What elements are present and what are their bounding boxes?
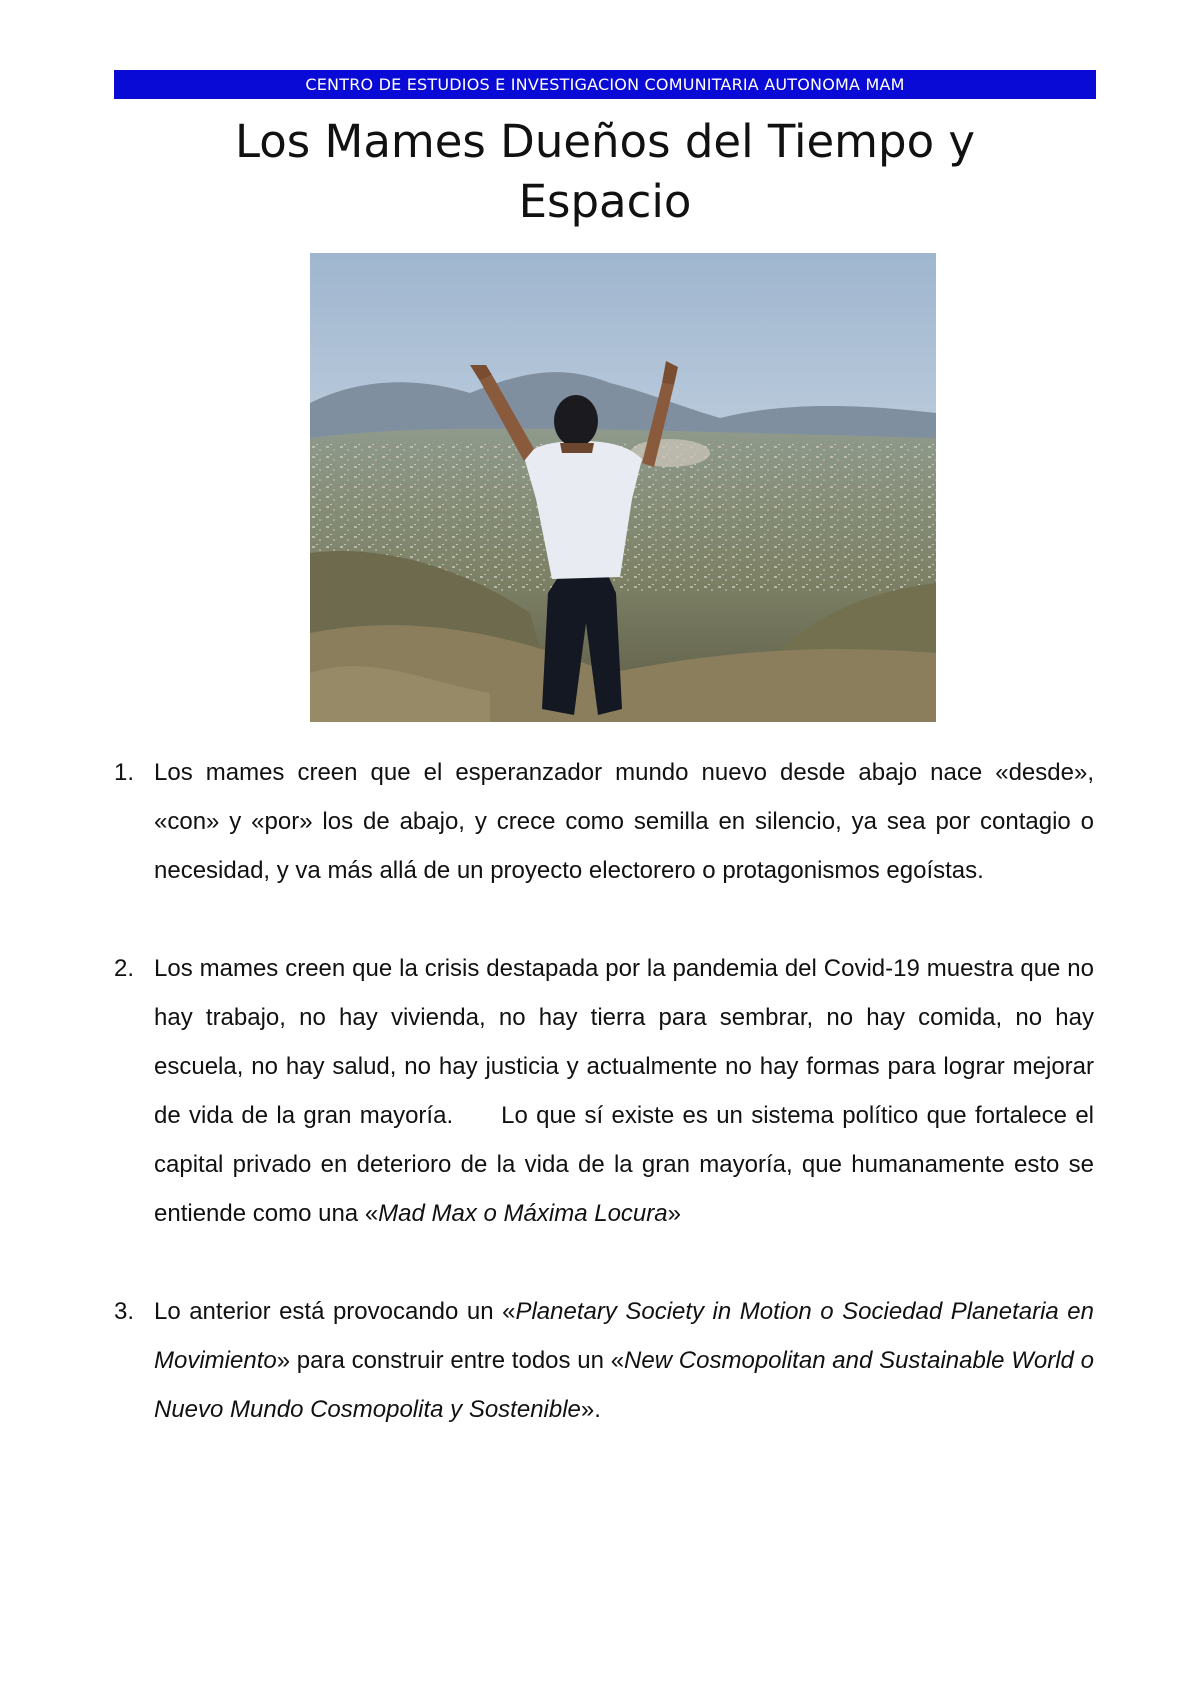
title-line-2: Espacio (518, 175, 692, 228)
statement-list (114, 748, 1094, 1434)
list-item-text: Los mames creen que la crisis destapada por la pandemia del Covid-19 muestra que no hay trabajo, no hay vivienda, no hay tierra para sembrar, no hay comida, no hay escuela, no hay salud, no hay justicia y actualmente no hay formas para lograr mejorar de vida de la gran mayoría. (154, 955, 1094, 1129)
mountain-landscape-person-arms-raised-icon (310, 253, 936, 722)
list-item-number: 1. (114, 759, 135, 786)
list-item-italic: New Cosmopolitan and Sustainable World o Nuevo Mundo Cosmopolita y Sostenible (154, 1347, 1094, 1423)
title-line-1: Los Mames Dueños del Tiempo y (234, 115, 976, 168)
list-item-italic: Mad Max o Máxima Locura (378, 1200, 668, 1227)
header-banner: CENTRO DE ESTUDIOS E INVESTIGACION COMUNITARIA AUTONOMA MAM (114, 70, 1096, 99)
list-item-text: » (667, 1200, 681, 1227)
list-item-text: ». (580, 1396, 601, 1423)
list-item-text: » para construir entre todos un « (276, 1347, 625, 1374)
list-item-number: 3. (114, 1298, 135, 1325)
list-item-text: Los mames creen que el esperanzador mundo nuevo desde abajo nace «desde», «con» y «por» los de abajo, y crece como semilla en silencio, ya sea por contagio o necesidad, y va más allá de un proyecto electorero o protagonismos egoístas. (154, 759, 1094, 884)
list-item-text: Lo anterior está provocando un « (154, 1298, 516, 1325)
landscape-photo (310, 253, 936, 722)
list-item-italic: Planetary Society in Motion o Sociedad Planetaria en Movimiento (154, 1298, 1094, 1374)
list-item (114, 748, 1094, 895)
list-item-text: Lo que sí existe es un sistema político que fortalece el capital privado en deterioro de la vida de la gran mayoría, que humanamente esto se entiende como una « (154, 1102, 1095, 1227)
page-title (114, 112, 1096, 232)
list-item (114, 944, 1094, 1238)
list-item-number: 2. (114, 955, 135, 982)
list-item (114, 1287, 1094, 1434)
